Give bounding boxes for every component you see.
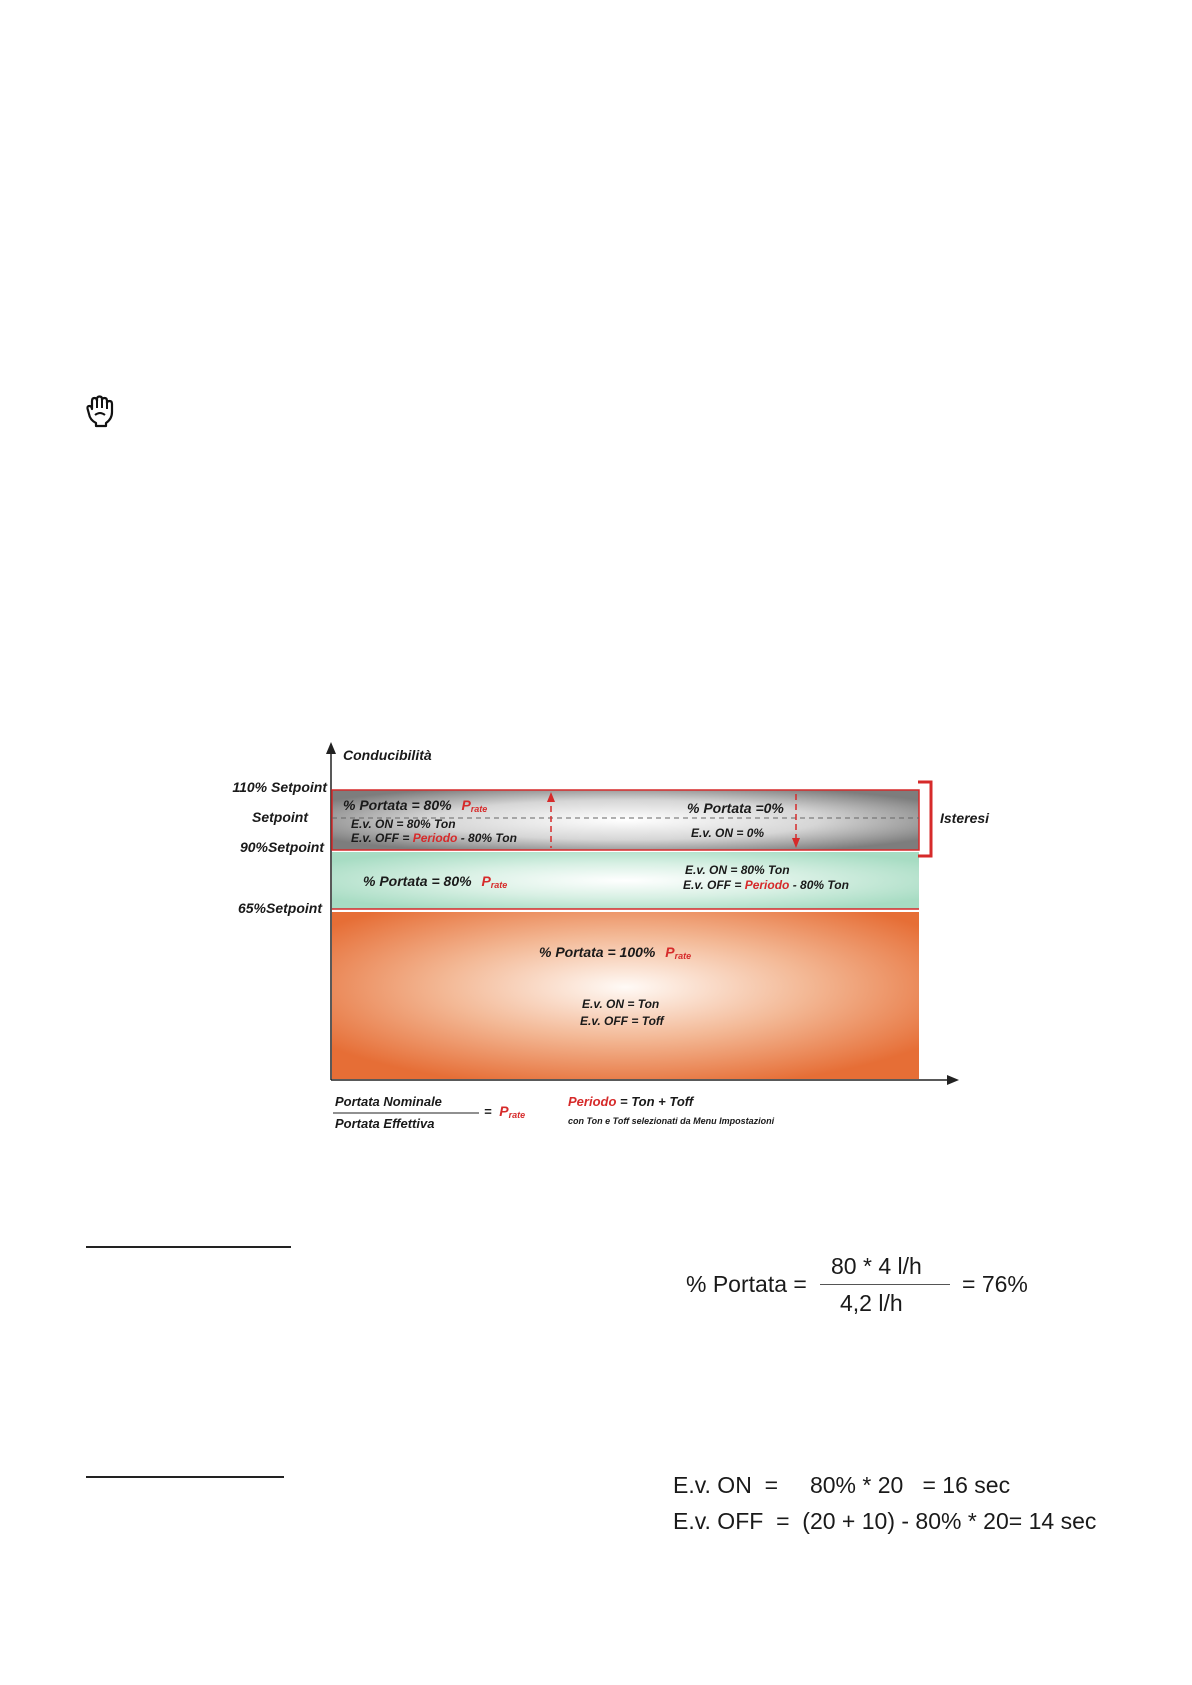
- x-axis-arrow-icon: [947, 1075, 959, 1085]
- legend-prate: = Prate: [484, 1103, 526, 1120]
- legend-periodo: Periodo = Ton + Toff: [568, 1094, 694, 1109]
- top-left-on: E.v. ON = 80% Ton: [351, 817, 456, 831]
- orange-portata: % Portata = 100% Prate: [539, 944, 692, 961]
- legend-note: con Ton e Toff selezionati da Menu Impostazioni: [568, 1116, 775, 1126]
- level-setpoint-label: Setpoint: [252, 809, 308, 825]
- example2-off-line: E.v. OFF = (20 + 10) - 80% * 20= 14 sec: [673, 1508, 1097, 1534]
- top-left-off: E.v. OFF = Periodo - 80% Ton: [351, 831, 517, 845]
- example1-denominator: 4,2 l/h: [840, 1290, 903, 1316]
- level-65-label: 65%Setpoint: [237, 900, 322, 916]
- y-axis-label: Conducibilità: [343, 747, 432, 763]
- example1-lhs: % Portata =: [686, 1271, 807, 1297]
- example1-numerator: 80 * 4 l/h: [831, 1253, 922, 1279]
- top-right-on: E.v. ON = 0%: [691, 826, 765, 840]
- conductivity-diagram: [205, 738, 990, 1133]
- y-axis-arrow-icon: [326, 742, 336, 754]
- orange-off: E.v. OFF = Toff: [580, 1014, 664, 1028]
- orange-on: E.v. ON = Ton: [582, 997, 660, 1011]
- green-off: E.v. OFF = Periodo - 80% Ton: [683, 878, 849, 892]
- top-left-portata: % Portata = 80% Prate: [343, 797, 488, 814]
- level-90-label: 90%Setpoint: [239, 839, 324, 855]
- hand-warning-icon: [86, 395, 116, 427]
- section-underline-1: [86, 1246, 291, 1248]
- example1-fraction-line: [820, 1284, 950, 1285]
- green-portata: % Portata = 80% Prate: [363, 873, 508, 890]
- orange-band: [332, 912, 919, 1079]
- isteresi-label: Isteresi: [940, 810, 990, 826]
- section-underline-2: [86, 1476, 284, 1478]
- legend-numerator: Portata Nominale: [335, 1094, 442, 1109]
- legend-denominator: Portata Effettiva: [335, 1116, 435, 1131]
- top-right-portata: % Portata =0%: [687, 800, 784, 816]
- green-on: E.v. ON = 80% Ton: [685, 863, 790, 877]
- example2-on-line: E.v. ON = 80% * 20 = 16 sec: [673, 1472, 1011, 1498]
- level-110-label: 110% Setpoint: [232, 779, 327, 795]
- isteresi-bracket: [918, 782, 931, 856]
- example1-result: = 76%: [962, 1271, 1028, 1297]
